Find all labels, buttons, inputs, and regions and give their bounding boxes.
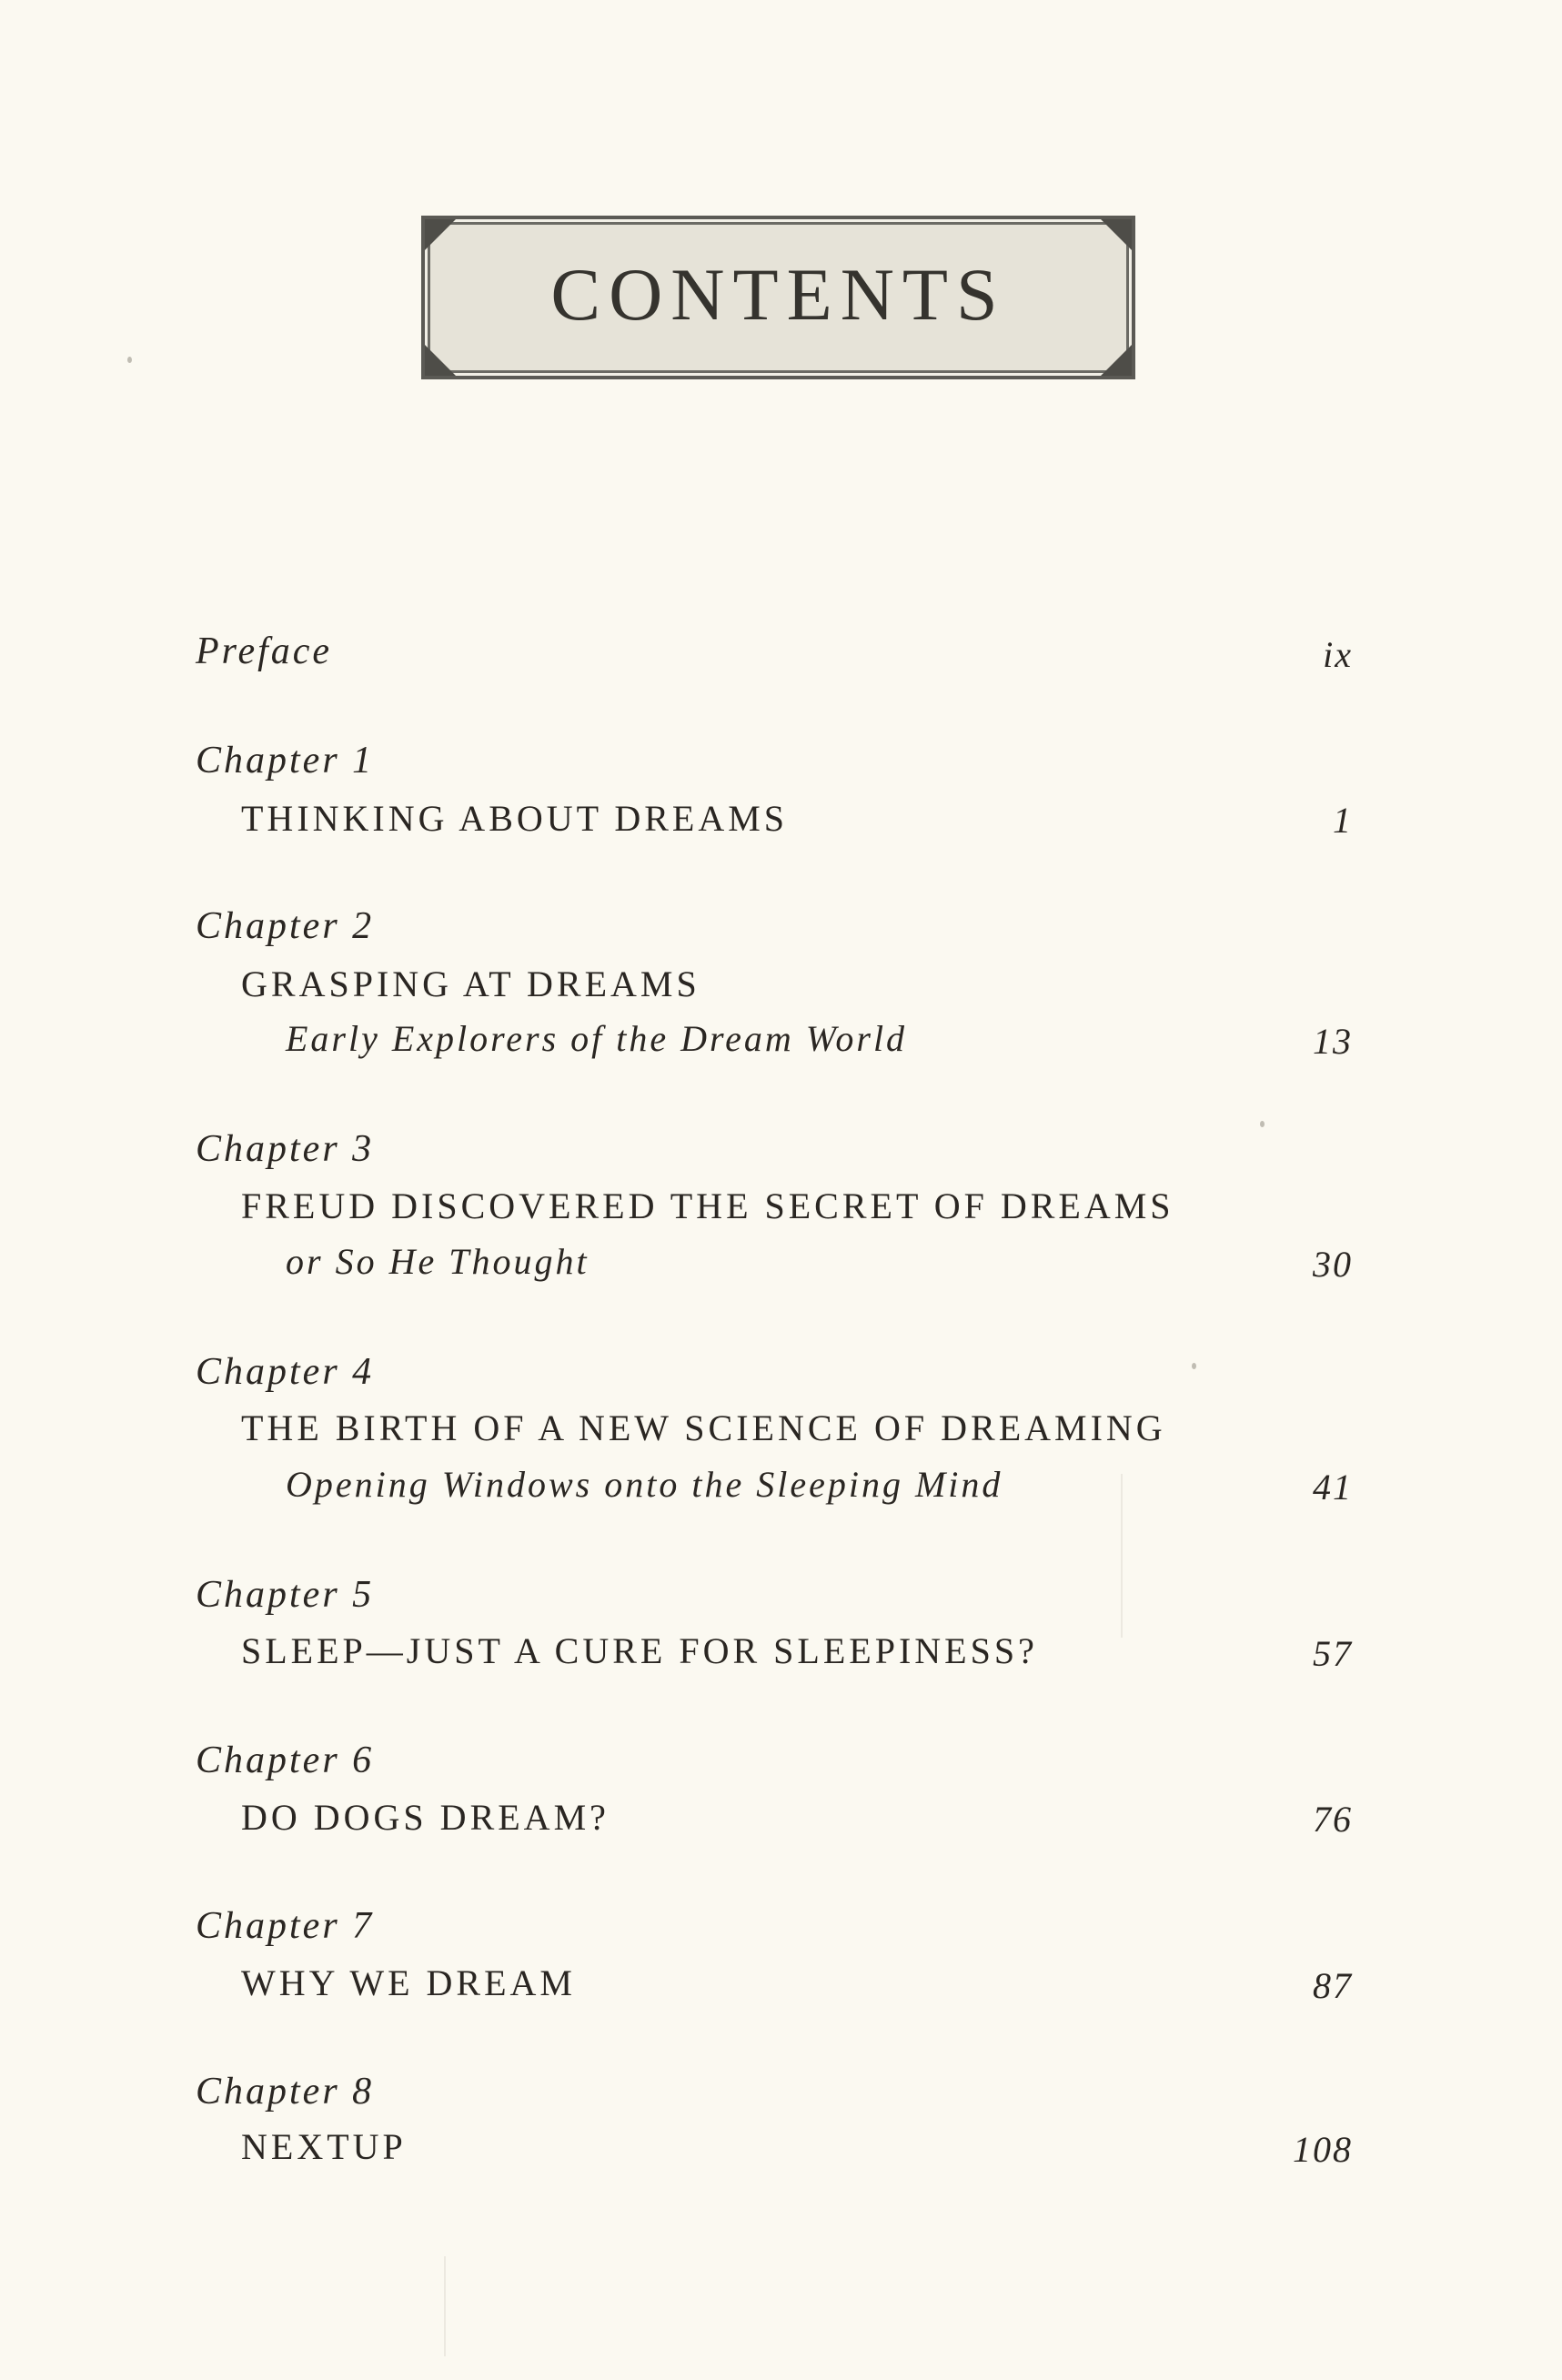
chapter-label: Chapter 8	[196, 2071, 375, 2113]
paper-speck	[1260, 1121, 1265, 1127]
paper-speck	[1192, 1363, 1196, 1369]
page-number: 41	[1313, 1467, 1353, 1508]
plaque-corner-ornament	[1101, 219, 1132, 250]
page-number: 108	[1293, 2129, 1353, 2170]
page-number: 57	[1313, 1633, 1353, 1674]
chapter-label: Chapter 3	[196, 1128, 375, 1170]
chapter-title: NEXTUP	[241, 2126, 407, 2167]
contents-heading-plaque	[421, 216, 1135, 379]
page-number: 1	[1333, 800, 1353, 841]
chapter-label: Chapter 1	[196, 740, 375, 782]
chapter-title: FREUD DISCOVERED THE SECRET OF DREAMS	[241, 1185, 1174, 1226]
chapter-label: Chapter 4	[196, 1351, 375, 1393]
paper-crease	[1121, 1474, 1123, 1638]
paper-speck	[127, 357, 132, 363]
chapter-label: Chapter 6	[196, 1740, 375, 1781]
chapter-title: GRASPING AT DREAMS	[241, 963, 700, 1004]
plaque-corner-ornament	[425, 345, 456, 376]
page-number: 76	[1313, 1799, 1353, 1840]
chapter-title: DO DOGS DREAM?	[241, 1797, 610, 1838]
chapter-title: THE BIRTH OF A NEW SCIENCE OF DREAMING	[241, 1407, 1166, 1448]
plaque-corner-ornament	[425, 219, 456, 250]
preface-label: Preface	[196, 630, 333, 672]
chapter-title: WHY WE DREAM	[241, 1962, 576, 2003]
chapter-label: Chapter 5	[196, 1574, 375, 1616]
chapter-subtitle: Early Explorers of the Dream World	[286, 1018, 908, 1059]
chapter-label: Chapter 2	[196, 905, 375, 947]
page-title: CONTENTS	[550, 253, 1006, 336]
page-number: ix	[1323, 634, 1353, 675]
page-number: 87	[1313, 1965, 1353, 2006]
chapter-title: SLEEP—JUST A CURE FOR SLEEPINESS?	[241, 1630, 1038, 1671]
chapter-title: THINKING ABOUT DREAMS	[241, 798, 789, 839]
chapter-label: Chapter 7	[196, 1905, 375, 1947]
plaque-corner-ornament	[1101, 345, 1132, 376]
chapter-subtitle: Opening Windows onto the Sleeping Mind	[286, 1464, 1003, 1505]
page-number: 13	[1313, 1021, 1353, 1062]
paper-crease	[444, 2256, 446, 2356]
chapter-subtitle: or So He Thought	[286, 1241, 590, 1282]
page-number: 30	[1313, 1244, 1353, 1285]
